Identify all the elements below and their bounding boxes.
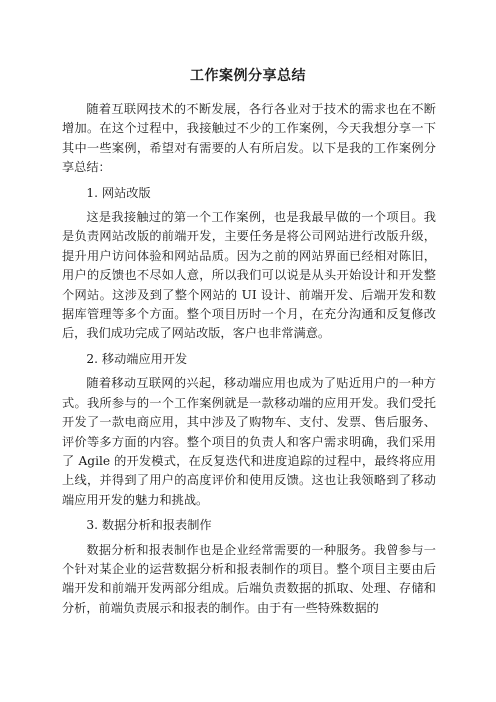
document-body: [62, 100, 436, 624]
intro-paragraph: 随着互联网技术的不断发展，各行各业对于技术的需求也在不断增加。在这个过程中，我接触过不少的工作案例，今天我想分享一下其中一些案例，希望对有需要的人有所启发。以下是我的工作案例分享总结：: [62, 102, 436, 175]
page-title: 工作案例分享总结: [190, 68, 306, 84]
section-body-mobile-app: 随着移动互联网的兴起，移动端应用也成为了贴近用户的一种方式。我所参与的一个工作案例就是一款移动端的应用开发。我们受托开发了一款电商应用，其中涉及了购物车、支付、发票、售后服务、评价等多方面的内容。整个项目的负责人和客户需求明确，我们采用了 Agile 的开发模式，在反复迭代和进度追踪的过程中，最终将应用上线，并得到了用户的高度评价和使用反馈。这也让我领略到了移动端应用开发的魅力和挑战。: [62, 376, 436, 507]
section-heading-mobile-app: 2. 移动端应用开发: [86, 351, 188, 366]
section-body-website-redesign: 这是我接触过的第一个工作案例，也是我最早做的一个项目。我是负责网站改版的前端开发，主要任务是将公司网站进行改版升级，提升用户访问体验和网站品质。因为之前的网站界面已经相对陈旧，用户的反馈也不尽如人意，所以我们可以说是从头开始设计和开发整个网站。这涉及到了整个网站的 UI 设计、前端开发、后端开发和数据库管理等多个方面。整个项目历时一个月，在充分沟通和反复修改后，我们成功完成了网站改版，客户也非常满意。: [62, 210, 436, 341]
section-heading-data-analysis: 3. 数据分析和报表制作: [86, 518, 212, 533]
section-heading-website-redesign: 1. 网站改版: [86, 185, 151, 200]
section-body-data-analysis: 数据分析和报表制作也是企业经常需要的一种服务。我曾参与一个针对某企业的运营数据分析和报表制作的项目。整个项目主要由后端开发和前端开发两部分组成。后端负责数据的抓取、处理、存储和分析，前端负责展示和报表的制作。由于有一些特殊数据的: [62, 542, 436, 615]
